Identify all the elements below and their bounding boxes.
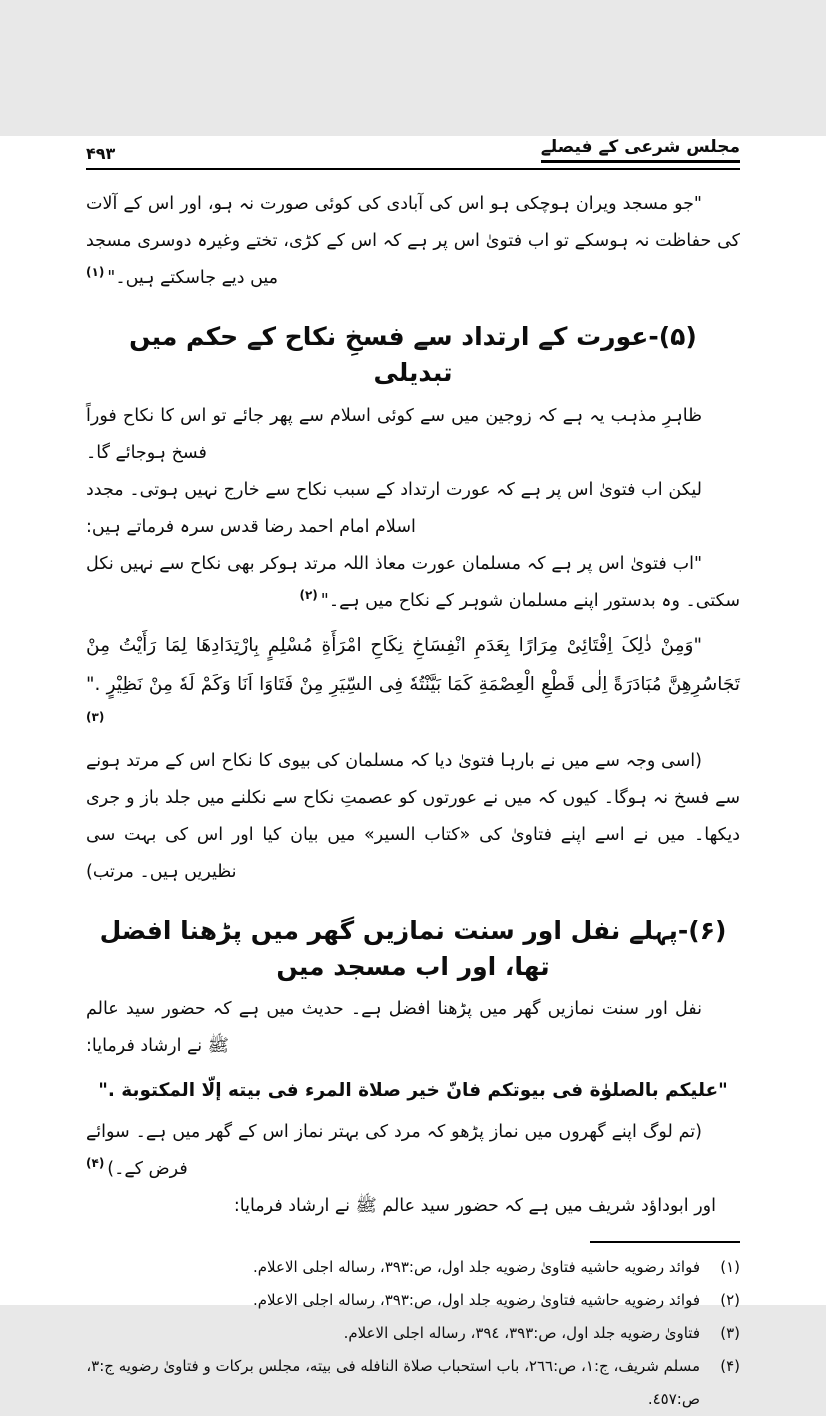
paragraph-nafl-sunnat: نفل اور سنت نمازیں گھر میں پڑھنا افضل ہے۔ حدیث میں ہے کہ حضور سید عالم ﷺ نے ارشاد فرمایا: [86,999,702,1056]
footnote-item [86,1317,740,1350]
paragraph-text: "جو مسجد ویران ہوچکی ہو اس کی آبادی کی کوئی صورت نہ ہو، اور اس کے آلات کی حفاظت نہ ہوسکے تو اب فتویٰ اس پر ہے کہ اس کے کڑی، تختے وغیرہ دوسری مسجد میں دیے جاسکتے ہیں۔" [86,194,740,288]
section-heading-6: (۶)-پہلے نفل اور سنت نمازیں گھر میں پڑھنا افضل تھا، اور اب مسجد میں [99,915,727,981]
paragraph-translation-hadith [86,1114,740,1188]
footnote-ref-3: (۳) [86,710,105,725]
footnote-divider [590,1241,740,1243]
paragraph-text: "وَمِنْ ذٰلِکَ اِفْتَائِیْ مِرَارًا بِعَدَمِ انْفِسَاخِ نِکَاحِ امْرَأَةِ مُسْلِمٍ بِارْتِدَادِهَا لِمَا رَأَیْتُ مِنْ تَجَاسُرِهِنَّ مُبَادَرَةً اِلٰی قَطْعِ الْعِصْمَةِ کَمَا بَیَّنْتُهٗ فِی السِّیَرِ مِنْ فَتَاوَا اَنَا وَکَمْ لَهٗ مِنْ نَظِیْرٍ ." [86,634,740,695]
footnote-marker: (۱) [720,1258,740,1276]
arabic-quotation-hadith: "علیکم بالصلوٰة فی بیوتکم فانّ خیر صلاة المرء فی بیته إلّا المکتوبة ." [98,1080,728,1101]
footnote-item [86,1284,740,1317]
paragraph-mosque-fatwa [86,186,740,297]
paragraph-ab-fatwa-quote [86,546,740,620]
paragraph-text: "اب فتویٰ اس پر ہے کہ مسلمان عورت معاذ اللہ مرتد ہوکر بھی نکاح سے نہیں نکل سکتی۔ وہ بدستور اپنے مسلمان شوہر کے نکاح میں ہے۔" [86,553,740,611]
running-header [86,136,740,170]
paragraph-abudawud: اور ابوداؤد شریف میں ہے کہ حضور سید عالم ﷺ نے ارشاد فرمایا: [233,1196,716,1216]
footnote-ref-2: (۲) [299,587,318,602]
footnote-ref-1: (۱) [86,265,105,280]
footnote-item [86,1251,740,1284]
book-page [0,136,826,1408]
footnote-marker: (۴) [720,1357,740,1375]
paragraph-translation-apostasy: (اسی وجہ سے میں نے بارہا فتویٰ دیا کہ مسلمان کی بیوی کا نکاح اس کے مرتد ہونے سے فسخ نہ ہوگا۔ کیوں کہ میں نے عورتوں کو عصمتِ نکاح سے نکلنے میں جلد باز و جری دیکھا۔ میں نے اسے اپنے فتاویٰ کی «کتاب السیر» میں بیان کیا اور اس کی بہت سی نظیریں ہیں۔ مرتب) [86,750,740,882]
footnote-ref-4: (۴) [86,1156,105,1171]
footnote-text: مسلم شریف، ج:۱، ص:۲٦٦، باب استحباب صلاة النافله فی بیته، مجلس برکات و فتاویٰ رضویه ج:۳، ص:٤٥٧. [86,1357,700,1408]
footnote-text: فوائد رضویه حاشیه فتاویٰ رضویه جلد اول، ص:۳۹۳، رساله اجلی الاعلام. [253,1291,700,1309]
footnote-item [86,1350,740,1416]
arabic-quotation-apostasy [86,626,740,743]
section-heading-5: (۵)-عورت کے ارتداد سے فسخِ نکاح کے حکم میں تبدیلی [129,322,697,388]
footnote-marker: (۳) [720,1324,740,1342]
footnote-text: فتاویٰ رضویه جلد اول، ص:۳۹۳، ۳۹٤، رساله اجلی الاعلام. [343,1324,700,1342]
page-number: ۴۹۳ [86,144,116,163]
running-title: مجلس شرعی کے فیصلے [541,136,740,163]
paragraph-lekin-fatwa: لیکن اب فتویٰ اس پر ہے کہ عورت ارتداد کے سبب نکاح سے خارج نہیں ہوتی۔ مجدد اسلام امام احمد رضا قدس سرہ فرماتے ہیں: [86,479,702,537]
paragraph-zahir-mazhab: ظاہرِ مذہب یہ ہے کہ زوجین میں سے کوئی اسلام سے پھر جائے تو اس کا نکاح فوراً فسخ ہوجائے گا۔ [86,405,702,463]
paragraph-text: (تم لوگ اپنے گھروں میں نماز پڑھو کہ مرد کی بہتر نماز اس کے گھر میں ہے۔ سوائے فرض کے۔) [86,1122,702,1179]
footnote-text: فوائد رضویه حاشیه فتاویٰ رضویه جلد اول، ص:۳۹۳، رساله اجلی الاعلام. [253,1258,700,1276]
footnote-marker: (۲) [720,1291,740,1309]
footnotes-section [86,1251,740,1416]
